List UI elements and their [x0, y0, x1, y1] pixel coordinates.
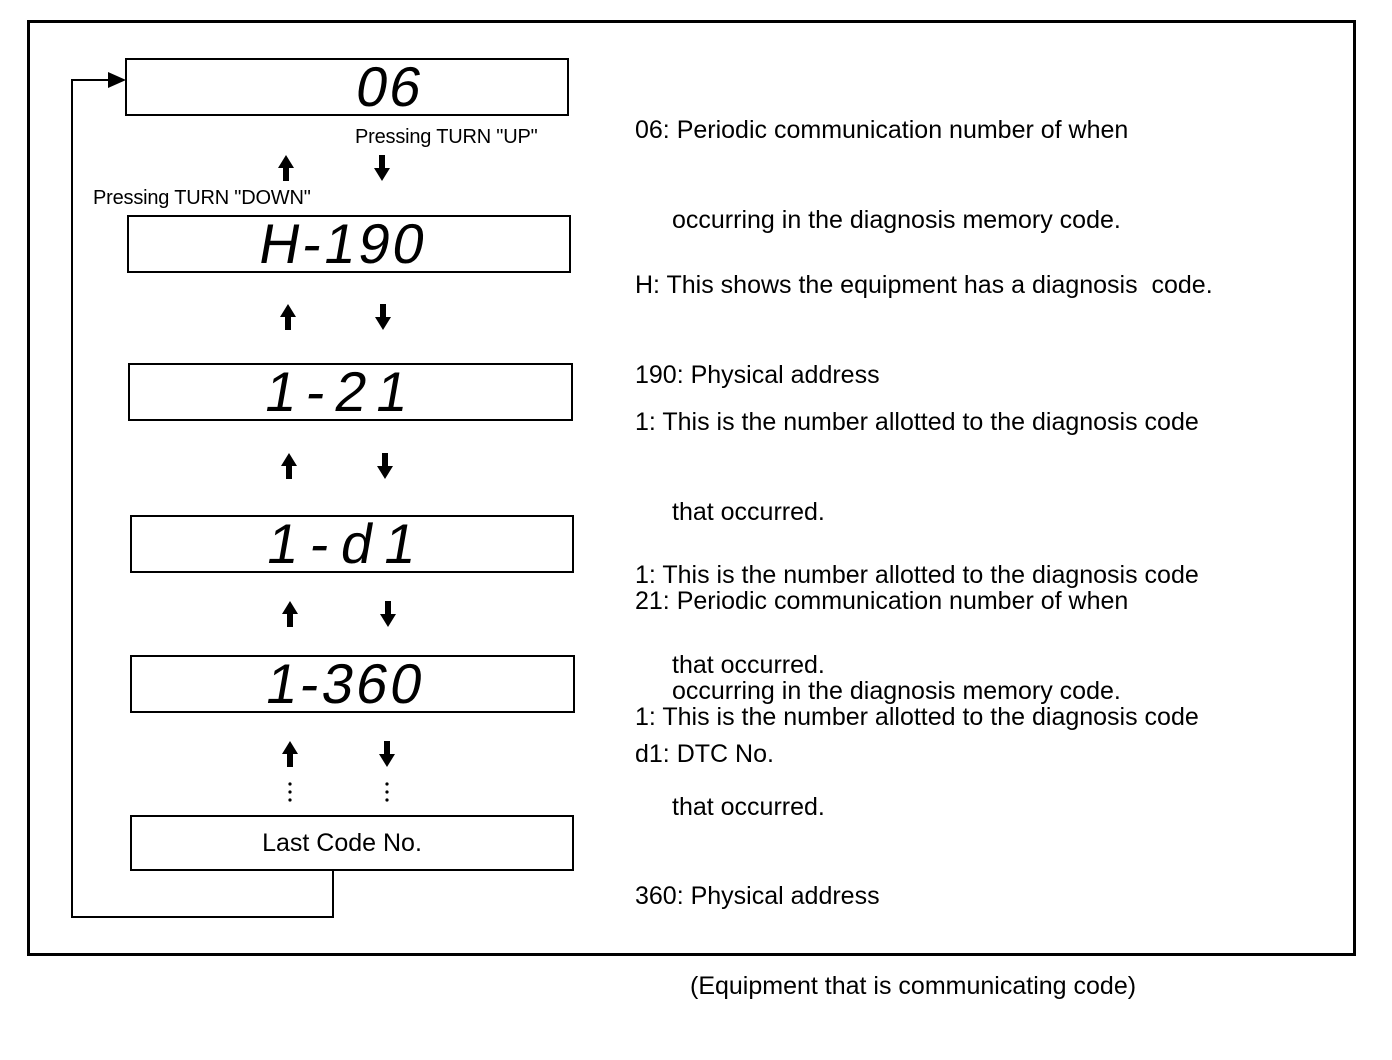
- description-line: that occurred.: [672, 497, 825, 526]
- display-box-periodic-number: [125, 55, 569, 118]
- description-line: 21: Periodic communication number of when: [635, 587, 1129, 615]
- down-arrow-icon: [377, 453, 393, 479]
- display-value: 1-21: [260, 360, 425, 423]
- display-value: H-190: [254, 212, 434, 275]
- description-line: 1: This is the number allotted to the diagnosis code: [635, 561, 1199, 589]
- description-line: 1: This is the number allotted to the diagnosis code: [635, 408, 1199, 436]
- down-arrow-icon: [374, 155, 390, 181]
- description-line: 360: Physical address: [635, 882, 880, 910]
- display-box-physical-address: [127, 212, 571, 275]
- up-arrow-icon: [278, 155, 294, 181]
- turn-down-label: Pressing TURN "DOWN": [93, 187, 311, 209]
- display-value: 06: [351, 55, 429, 118]
- description-line: occurring in the diagnosis memory code.: [672, 205, 1121, 234]
- description-line: (Equipment that is communicating code): [690, 971, 1137, 1000]
- up-arrow-icon: [280, 304, 296, 330]
- display-box-dtc-number: [130, 512, 574, 575]
- last-code-label: Last Code No.: [262, 828, 422, 857]
- up-arrow-icon: [282, 601, 298, 627]
- display-value: 1-360: [261, 652, 432, 715]
- description-line: 1: This is the number allotted to the diagnosis code: [635, 703, 1199, 731]
- description-line: that occurred.: [672, 792, 825, 821]
- description-line: 190: Physical address: [635, 360, 880, 389]
- up-arrow-icon: [282, 741, 298, 767]
- down-arrow-icon: [379, 741, 395, 767]
- down-arrow-icon: [375, 304, 391, 330]
- continuation-dots-up: [288, 782, 291, 801]
- display-box-communicating-address: [130, 652, 575, 715]
- display-box-last-code: [130, 815, 574, 871]
- down-arrow-icon: [380, 601, 396, 627]
- display-value: 1-d1: [262, 512, 434, 575]
- turn-up-label: Pressing TURN "UP": [355, 126, 538, 148]
- description-line: occurring in the diagnosis memory code.: [672, 676, 1121, 705]
- description-communicating-address: [635, 644, 1199, 1060]
- description-line: H: This shows the equipment has a diagnosis code.: [635, 271, 1213, 299]
- up-arrow-icon: [281, 453, 297, 479]
- description-line: 06: Periodic communication number of when: [635, 116, 1129, 144]
- continuation-dots-down: [385, 782, 388, 801]
- description-line: d1: DTC No.: [635, 740, 774, 768]
- description-line: that occurred.: [672, 650, 825, 679]
- loop-back-arrowhead: [108, 72, 126, 88]
- display-box-code-periodic-number: [128, 360, 573, 423]
